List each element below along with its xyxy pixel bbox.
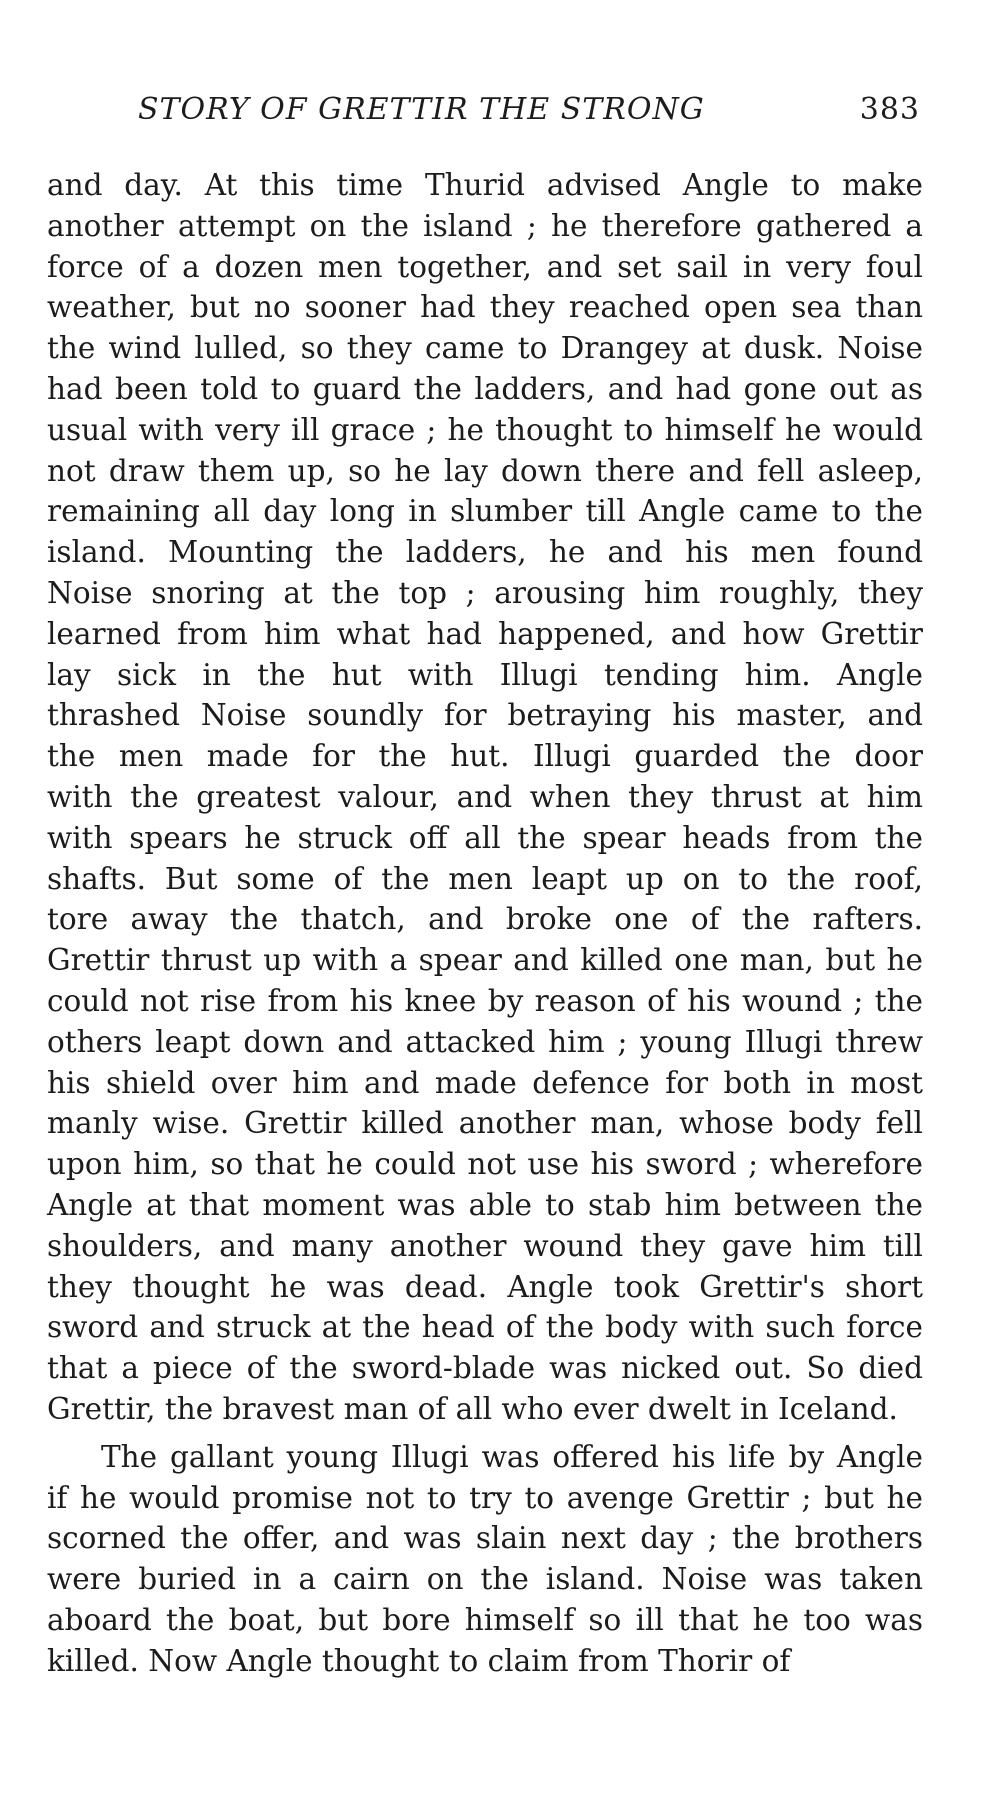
text-line: Angle at that moment was able to stab him between the [47, 1187, 923, 1222]
text-line: weather, but no sooner had they reached open sea than [47, 290, 923, 325]
text-line: shoulders, and many another wound they gave him till [47, 1228, 923, 1263]
body-text [47, 165, 923, 1681]
running-head [138, 92, 920, 132]
paragraph [47, 1437, 923, 1682]
text-line: the wind lulled, so they came to Drangey at dusk. Noise [47, 331, 923, 366]
text-line: others leapt down and attacked him ; young Illugi threw [47, 1024, 923, 1059]
text-line: they thought he was dead. Angle took Grettir's short [47, 1269, 923, 1304]
text-line: lay sick in the hut with Illugi tending him. Angle [47, 657, 923, 692]
text-line: with spears he struck off all the spear heads from the [47, 820, 923, 855]
text-line: could not rise from his knee by reason of his wound ; the [47, 983, 923, 1018]
text-line: force of a dozen men together, and set sail in very foul [47, 249, 923, 284]
text-line: that a piece of the sword-blade was nicked out. So died [47, 1351, 923, 1386]
text-line: sword and struck at the head of the body with such force [47, 1310, 923, 1345]
paragraph [47, 165, 923, 1430]
text-line: remaining all day long in slumber till Angle came to the [47, 494, 923, 529]
text-line: if he would promise not to try to avenge Grettir ; but he [47, 1480, 923, 1515]
text-line: island. Mounting the ladders, he and his men found [47, 535, 923, 570]
text-line: not draw them up, so he lay down there and fell asleep, [47, 453, 923, 488]
text-line: The gallant young Illugi was offered his life by Angle [101, 1439, 923, 1474]
text-line: and day. At this time Thurid advised Angle to make [47, 168, 923, 202]
text-line: his shield over him and made defence for both in most [47, 1065, 923, 1100]
text-line: thrashed Noise soundly for betraying his master, and [47, 698, 923, 733]
running-title: STORY OF GRETTIR THE STRONG [138, 92, 705, 127]
text-line: aboard the boat, but bore himself so ill that he too was [47, 1602, 923, 1637]
text-line: Grettir thrust up with a spear and killed one man, but he [47, 943, 923, 978]
text-line: Noise snoring at the top ; arousing him roughly, they [47, 575, 923, 610]
text-line: were buried in a cairn on the island. Noise was taken [47, 1562, 923, 1597]
text-line: manly wise. Grettir killed another man, whose body fell [47, 1106, 923, 1141]
text-line: shafts. But some of the men leapt up on to the roof, [47, 861, 923, 896]
page-number: 383 [859, 92, 920, 127]
text-line: usual with very ill grace ; he thought to himself he would [47, 412, 923, 447]
text-line: the men made for the hut. Illugi guarded the door [47, 739, 923, 774]
text-line: another attempt on the island ; he therefore gathered a [47, 208, 923, 243]
text-line: scorned the offer, and was slain next day ; the brothers [47, 1521, 923, 1556]
text-line: Grettir, the bravest man of all who ever dwelt in Iceland. [47, 1391, 898, 1426]
text-line: upon him, so that he could not use his sword ; wherefore [47, 1147, 923, 1182]
text-line: killed. Now Angle thought to claim from Thorir of [47, 1643, 791, 1678]
text-line: with the greatest valour, and when they thrust at him [47, 779, 923, 814]
text-line: learned from him what had happened, and how Grettir [47, 616, 923, 651]
text-line: tore away the thatch, and broke one of the rafters. [47, 902, 923, 937]
text-line: had been told to guard the ladders, and had gone out as [47, 371, 923, 406]
